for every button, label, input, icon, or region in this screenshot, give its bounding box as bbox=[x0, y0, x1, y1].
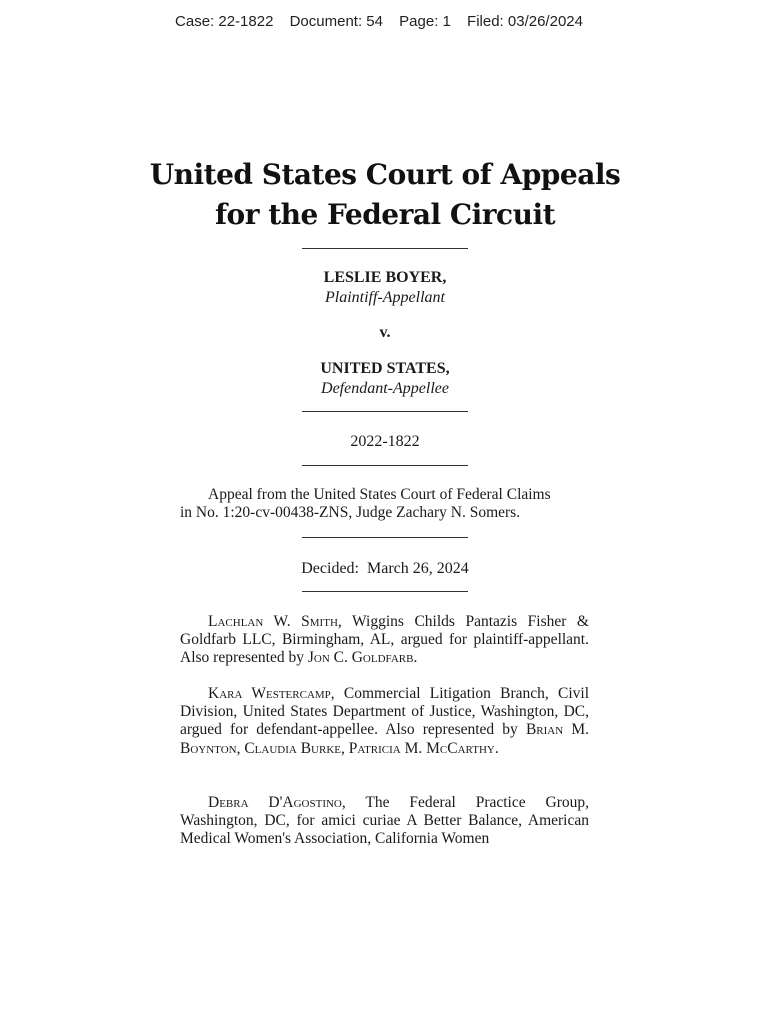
court-title bbox=[0, 155, 770, 235]
counsel-paragraph-1 bbox=[180, 613, 589, 668]
counsel-text: , bbox=[340, 739, 349, 757]
defendant-block bbox=[0, 359, 770, 399]
docket-number: 2022-1822 bbox=[350, 433, 420, 450]
plaintiff-role: Plaintiff-Appellant bbox=[325, 289, 445, 306]
document-number: Document: 54 bbox=[289, 13, 383, 30]
counsel-text: . bbox=[413, 649, 418, 667]
counsel-name: Debra D'Agostino bbox=[208, 794, 342, 811]
defendant-name: UNITED STATES, bbox=[320, 360, 450, 377]
filing-header bbox=[0, 13, 770, 30]
case-number: Case: 22-1822 bbox=[175, 13, 274, 30]
defendant-role: Defendant-Appellee bbox=[321, 380, 449, 397]
appeal-line2: in No. 1:20-cv-00438-ZNS, Judge Zachary N. Somers. bbox=[180, 504, 521, 522]
page-number: Page: 1 bbox=[399, 13, 451, 30]
counsel-name: Kara Westercamp bbox=[208, 685, 331, 702]
counsel-name: Claudia Burke bbox=[244, 739, 341, 757]
decided-date: Decided: March 26, 2024 bbox=[301, 560, 469, 577]
appeal-paragraph bbox=[180, 486, 589, 522]
divider-rule bbox=[302, 591, 468, 592]
counsel-text: , Commercial Litigation Branch, Civil Division, United States Department of Justice, Washington, DC, argued for defendant-appellee. Also represented by bbox=[180, 685, 589, 739]
plaintiff-block bbox=[0, 268, 770, 308]
counsel-text: , The Federal Practice Group, Washington, DC, for amici curiae A Better Balance, American Medical Women's Association, California Women bbox=[180, 794, 589, 848]
court-title-line1: United States Court of Appeals bbox=[149, 158, 621, 191]
counsel-paragraph-3 bbox=[180, 794, 589, 849]
divider-rule bbox=[302, 537, 468, 538]
counsel-paragraph-2 bbox=[180, 685, 589, 758]
divider-rule bbox=[302, 411, 468, 412]
divider-rule bbox=[302, 248, 468, 249]
versus: v. bbox=[379, 324, 391, 341]
court-title-line2: for the Federal Circuit bbox=[214, 198, 556, 231]
plaintiff-name: LESLIE BOYER, bbox=[323, 269, 447, 286]
counsel-text: , bbox=[236, 739, 245, 757]
counsel-text: , Wiggins Childs Pantazis Fisher & Goldfarb LLC, Birmingham, AL, argued for plaintiff-appellant. Also represented by bbox=[180, 613, 589, 667]
counsel-name: Brian M. Boynton bbox=[180, 721, 589, 757]
divider-rule bbox=[302, 465, 468, 466]
counsel-name: Jon C. Goldfarb bbox=[307, 649, 414, 667]
counsel-text: . bbox=[494, 739, 499, 757]
appeal-line1: Appeal from the United States Court of Federal Claims bbox=[208, 486, 551, 503]
counsel-name: Lachlan W. Smith bbox=[208, 613, 338, 630]
filed-date: Filed: 03/26/2024 bbox=[467, 13, 583, 30]
counsel-name: Patricia M. McCarthy bbox=[348, 739, 495, 757]
